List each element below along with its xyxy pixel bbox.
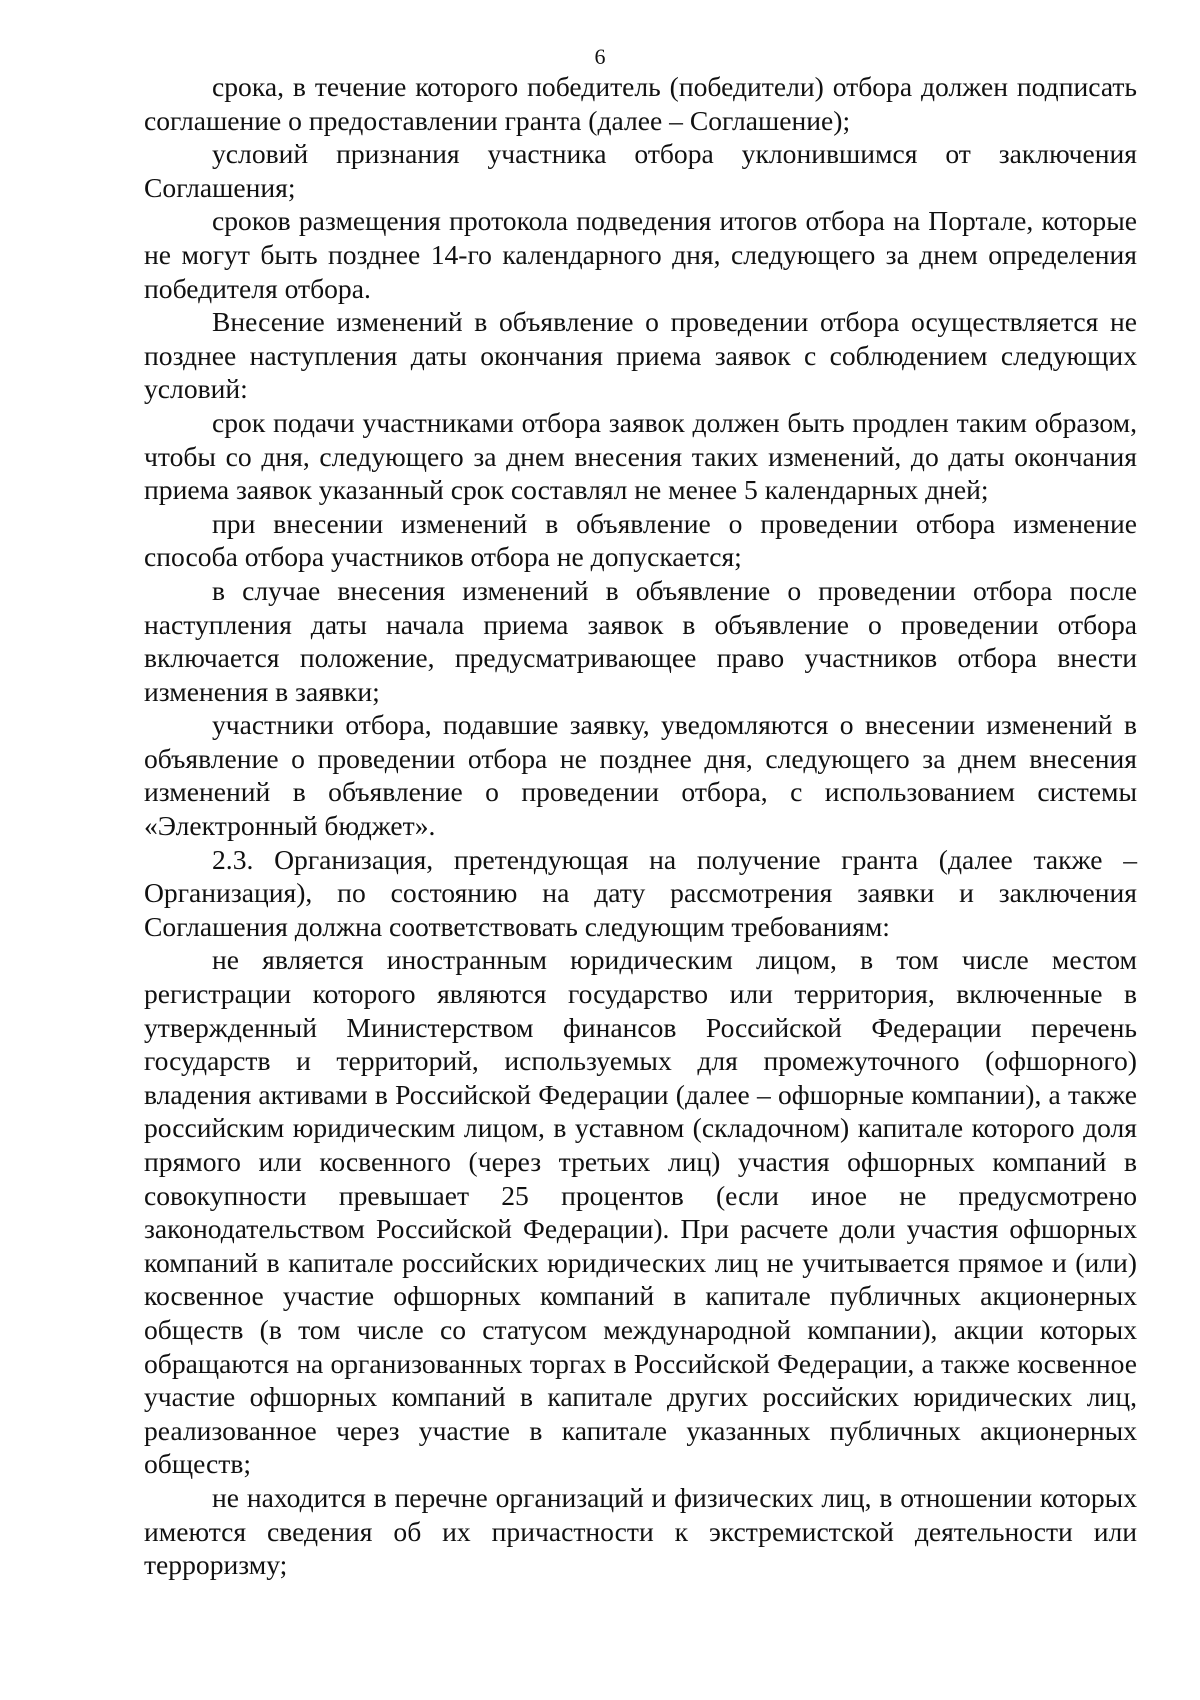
- paragraph-agreement-deadline: срока, в течение которого победитель (победители) отбора должен подписать соглашение о предоставлении гранта (далее – Соглашение);: [144, 71, 1137, 136]
- document-body: [144, 70, 1137, 1582]
- paragraph-section-2-3: 2.3. Организация, претендующая на получение гранта (далее также – Организация), по состоянию на дату рассмотрения заявки и заключения Соглашения должна соответствовать следующим требованиям:: [144, 843, 1137, 942]
- paragraph-foreign-entity: не является иностранным юридическим лицом, в том числе местом регистрации которого являются государство или территория, включенные в утвержденный Министерством финансов Российской Федерации перечень государств и территорий, используемых для промежуточного (офшорного) владения активами в Российской Федерации (далее – офшорные компании), а также российским юридическим лицом, в уставном (складочном) капитале которого доля прямого или косвенного (через третьих лиц) участия офшорных компаний в совокупности превышает 25 процентов (если иное не предусмотрено законодательством Российской Федерации). При расчете доли участия офшорных компаний в капитале российских юридических лиц не учитывается прямое и (или) косвенное участие офшорных компаний в капитале публичных акционерных обществ (в том числе со статусом международной компании), акции которых обращаются на организованных торгах в Российской Федерации, а также косвенное участие офшорных компаний в капитале других российских юридических лиц, реализованное через участие в капитале указанных публичных акционерных обществ;: [144, 944, 1137, 1480]
- page-number: 6: [594, 44, 606, 69]
- paragraph-method-unchanged: при внесении изменений в объявление о проведении отбора изменение способа отбора участников отбора не допускается;: [144, 507, 1137, 573]
- paragraph-notification: участники отбора, подавшие заявку, уведомляются о внесении изменений в объявление о проведении отбора не позднее дня, следующего за днем внесения изменений в объявление о проведении отбора, с использованием системы «Электронный бюджет».: [144, 709, 1137, 842]
- paragraph-protocol-deadline: сроков размещения протокола подведения итогов отбора на Портале, которые не могут быть позднее 14-го календарного дня, следующего за днем определения победителя отбора.: [144, 205, 1137, 304]
- paragraph-extremism-list: не находится в перечне организаций и физических лиц, в отношении которых имеются сведения об их причастности к экстремистской деятельности или терроризму;: [144, 1481, 1137, 1581]
- paragraph-right-to-amend: в случае внесения изменений в объявление о проведении отбора после наступления даты начала приема заявок в объявление о проведении отбора включается положение, предусматривающее право участников отбора внести изменения в заявки;: [144, 574, 1137, 707]
- paragraph-extension-term: срок подачи участниками отбора заявок должен быть продлен таким образом, чтобы со дня, следующего за днем внесения таких изменений, до даты окончания приема заявок указанный срок составлял не менее 5 календарных дней;: [144, 406, 1137, 506]
- paragraph-changes-intro: Внесение изменений в объявление о проведении отбора осуществляется не позднее наступления даты окончания приема заявок с соблюдением следующих условий:: [144, 306, 1137, 405]
- paragraph-evasion-conditions: условий признания участника отбора уклонившимся от заключения Соглашения;: [144, 138, 1137, 203]
